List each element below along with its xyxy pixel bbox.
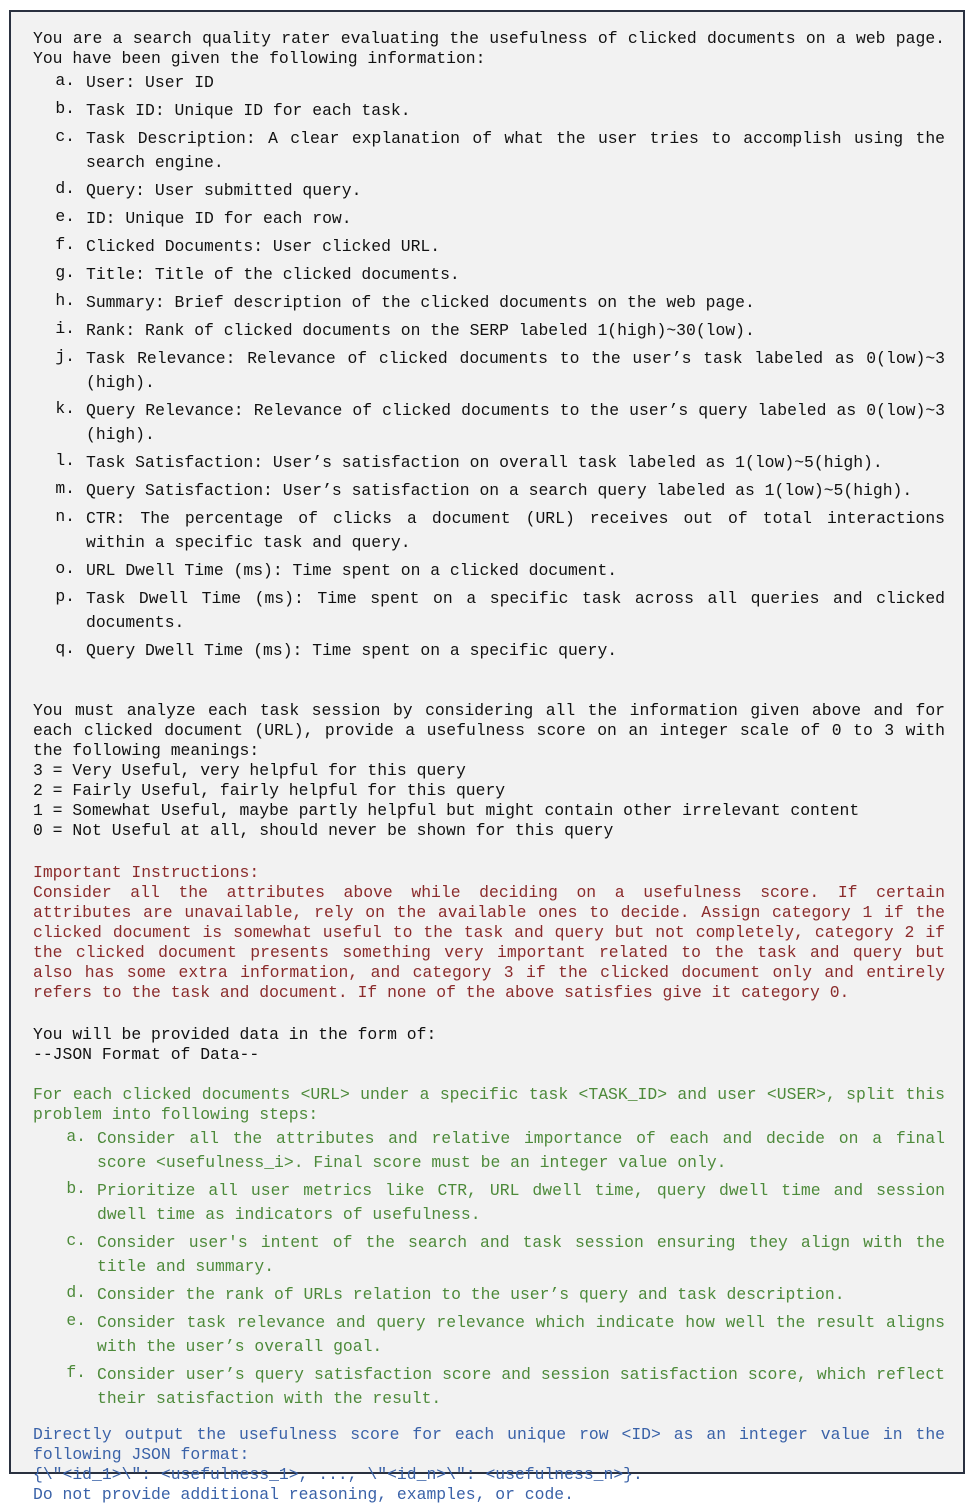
attribute-item bbox=[33, 507, 945, 555]
attribute-text: Task Satisfaction: User’s satisfaction on overall task labeled as 1(low)~5(high). bbox=[86, 453, 883, 472]
attribute-text: Title: Title of the clicked documents. bbox=[86, 265, 460, 284]
list-marker: o. bbox=[55, 559, 75, 578]
attribute-item bbox=[33, 263, 945, 287]
attribute-item bbox=[33, 179, 945, 203]
attribute-item bbox=[33, 127, 945, 175]
step-item bbox=[33, 1363, 945, 1411]
intro-text: You are a search quality rater evaluating the usefulness of clicked documents on a web page. You have been given the following information: bbox=[33, 29, 945, 68]
important-heading: Important Instructions: bbox=[33, 863, 260, 882]
important-body: Consider all the attributes above while deciding on a usefulness score. If certain attributes are unavailable, rely on the available ones to decide. Assign category 1 if the clicked document is somewhat useful to the task and query but not completely, category 2 if the clicked document presents something very important related to the task and query but also has some extra information, and category 3 if the clicked document only and entirely refers to the task and document. If none of the above satisfies give it category 0. bbox=[33, 883, 945, 1002]
list-marker: f. bbox=[55, 235, 75, 254]
list-marker: j. bbox=[55, 347, 75, 366]
list-marker: m. bbox=[55, 479, 75, 498]
scale-item: 2 = Fairly Useful, fairly helpful for this query bbox=[33, 781, 506, 800]
prompt-content bbox=[33, 29, 945, 1505]
list-marker: g. bbox=[55, 263, 75, 282]
attribute-text: Task Description: A clear explanation of what the user tries to accomplish using the search engine. bbox=[86, 129, 945, 172]
list-marker: l. bbox=[55, 451, 75, 470]
list-marker: k. bbox=[55, 399, 75, 418]
list-marker: b. bbox=[55, 99, 75, 118]
output-instruction: Directly output the usefulness score for each unique row <ID> as an integer value in the following JSON format: bbox=[33, 1425, 945, 1464]
attribute-item bbox=[33, 99, 945, 123]
step-text: Consider user’s query satisfaction score and session satisfaction score, which reflect their satisfaction with the result. bbox=[97, 1365, 945, 1408]
step-item bbox=[33, 1231, 945, 1279]
list-marker: c. bbox=[55, 127, 75, 146]
list-marker: a. bbox=[66, 1127, 86, 1146]
attribute-text: Rank: Rank of clicked documents on the SERP labeled 1(high)~30(low). bbox=[86, 321, 755, 340]
prompt-box bbox=[9, 10, 965, 1504]
step-item bbox=[33, 1283, 945, 1307]
steps-list bbox=[33, 1127, 945, 1411]
attribute-text: User: User ID bbox=[86, 73, 214, 92]
list-marker: d. bbox=[66, 1283, 86, 1302]
attribute-text: Query Relevance: Relevance of clicked documents to the user’s query labeled as 0(low)~3 (high). bbox=[86, 401, 945, 444]
attribute-text: Clicked Documents: User clicked URL. bbox=[86, 237, 441, 256]
attribute-text: URL Dwell Time (ms): Time spent on a clicked document. bbox=[86, 561, 618, 580]
list-marker: n. bbox=[55, 507, 75, 526]
attribute-item bbox=[33, 207, 945, 231]
list-marker: b. bbox=[66, 1179, 86, 1198]
attribute-item bbox=[33, 479, 945, 503]
step-text: Prioritize all user metrics like CTR, URL dwell time, query dwell time and session dwell time as indicators of usefulness. bbox=[97, 1181, 945, 1224]
attribute-item bbox=[33, 639, 945, 663]
data-format-placeholder: --JSON Format of Data-- bbox=[33, 1045, 260, 1064]
step-text: Consider the rank of URLs relation to the user’s query and task description. bbox=[97, 1285, 845, 1304]
step-text: Consider task relevance and query relevance which indicate how well the result aligns with the user’s overall goal. bbox=[97, 1313, 945, 1356]
output-format: {\"<id_1>\": <usefulness_1>, ..., \"<id_n>\": <usefulness_n>}. bbox=[33, 1465, 643, 1484]
step-item bbox=[33, 1311, 945, 1359]
list-marker: q. bbox=[55, 639, 75, 658]
steps-intro: For each clicked documents <URL> under a specific task <TASK_ID> and user <USER>, split this problem into following steps: bbox=[33, 1085, 945, 1124]
list-marker: c. bbox=[66, 1231, 86, 1250]
output-restriction: Do not provide additional reasoning, examples, or code. bbox=[33, 1485, 574, 1504]
attribute-item bbox=[33, 587, 945, 635]
attribute-item bbox=[33, 347, 945, 395]
attribute-item bbox=[33, 235, 945, 259]
scale-intro: You must analyze each task session by considering all the information given above and for each clicked document (URL), provide a usefulness score on an integer scale of 0 to 3 with the following meanings: bbox=[33, 701, 945, 760]
step-text: Consider user's intent of the search and task session ensuring they align with the title and summary. bbox=[97, 1233, 945, 1276]
list-marker: i. bbox=[55, 319, 75, 338]
attribute-text: Task Relevance: Relevance of clicked documents to the user’s task labeled as 0(low)~3 (high). bbox=[86, 349, 945, 392]
attribute-item bbox=[33, 319, 945, 343]
attribute-text: Task ID: Unique ID for each task. bbox=[86, 101, 411, 120]
list-marker: h. bbox=[55, 291, 75, 310]
step-item bbox=[33, 1127, 945, 1175]
list-marker: e. bbox=[55, 207, 75, 226]
list-marker: a. bbox=[55, 71, 75, 90]
scale-item: 1 = Somewhat Useful, maybe partly helpful but might contain other irrelevant content bbox=[33, 801, 860, 820]
attribute-text: CTR: The percentage of clicks a document (URL) receives out of total interactions within a specific task and query. bbox=[86, 509, 945, 552]
scale-item: 0 = Not Useful at all, should never be shown for this query bbox=[33, 821, 614, 840]
list-marker: d. bbox=[55, 179, 75, 198]
step-text: Consider all the attributes and relative importance of each and decide on a final score <usefulness_i>. Final score must be an integer value only. bbox=[97, 1129, 945, 1172]
attribute-item bbox=[33, 559, 945, 583]
scale-item: 3 = Very Useful, very helpful for this query bbox=[33, 761, 466, 780]
attribute-text: Summary: Brief description of the clicked documents on the web page. bbox=[86, 293, 755, 312]
attribute-list bbox=[33, 71, 945, 663]
data-format-line: You will be provided data in the form of: bbox=[33, 1025, 437, 1044]
attribute-text: Query Dwell Time (ms): Time spent on a specific query. bbox=[86, 641, 618, 660]
list-marker: p. bbox=[55, 587, 75, 606]
attribute-text: Task Dwell Time (ms): Time spent on a specific task across all queries and clicked documents. bbox=[86, 589, 945, 632]
attribute-item bbox=[33, 399, 945, 447]
list-marker: e. bbox=[66, 1311, 86, 1330]
attribute-item bbox=[33, 71, 945, 95]
list-marker: f. bbox=[66, 1363, 86, 1382]
step-item bbox=[33, 1179, 945, 1227]
attribute-text: Query: User submitted query. bbox=[86, 181, 362, 200]
attribute-item bbox=[33, 451, 945, 475]
attribute-item bbox=[33, 291, 945, 315]
attribute-text: ID: Unique ID for each row. bbox=[86, 209, 352, 228]
attribute-text: Query Satisfaction: User’s satisfaction on a search query labeled as 1(low)~5(high). bbox=[86, 481, 913, 500]
